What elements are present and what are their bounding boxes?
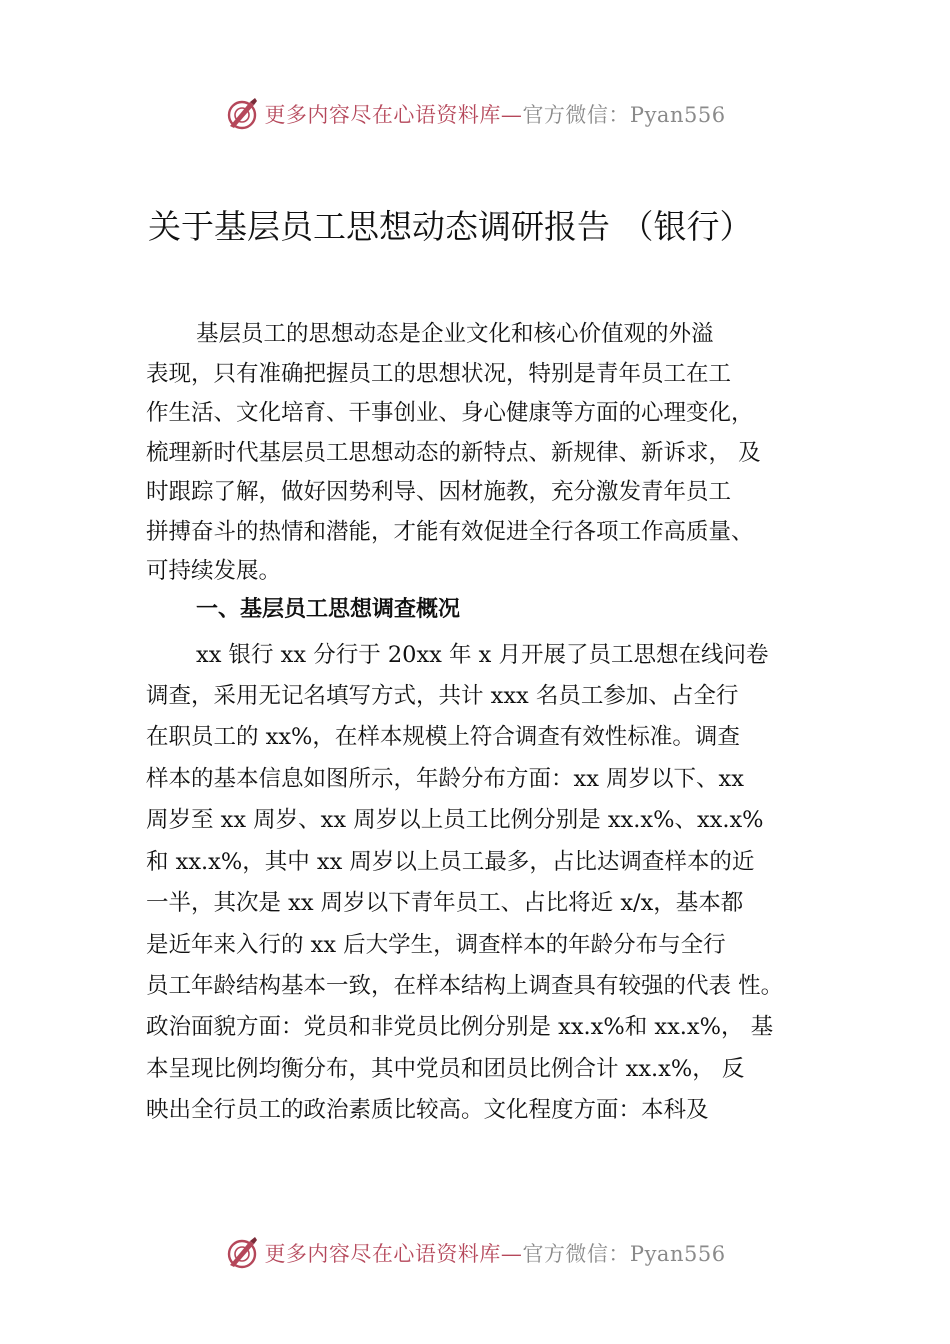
intro-line: 表现，只有准确把握员工的思想状况，特别是青年员工在工 bbox=[146, 361, 732, 387]
intro-line: 时跟踪了解，做好因势利导、因材施教，充分激发青年员工 bbox=[146, 479, 732, 505]
section1-line: xx 银行 xx 分行于 20xx 年 x 月开展了员工思想在线问卷 bbox=[196, 642, 769, 668]
pen-logo-icon bbox=[224, 96, 260, 132]
section1-line: 是近年来入行的 xx 后大学生，调查样本的年龄分布与全行 bbox=[146, 932, 726, 958]
banner-text-main: 更多内容尽在心语资料库— bbox=[264, 103, 523, 127]
pen-logo-icon bbox=[224, 1235, 260, 1271]
section1-line: 样本的基本信息如图所示，年龄分布方面：xx 周岁以下、xx bbox=[146, 766, 744, 792]
section1-line: 员工年龄结构基本一致，在样本结构上调查具有较强的代表 性。 bbox=[146, 973, 784, 999]
section1-line: 和 xx.x%，其中 xx 周岁以上员工最多，占比达调查样本的近 bbox=[146, 849, 755, 875]
banner-wechat: 官方微信：Pyan556 bbox=[522, 103, 726, 127]
section1-line: 周岁至 xx 周岁、xx 周岁以上员工比例分别是 xx.x%、xx.x% bbox=[146, 807, 764, 833]
banner-text bbox=[264, 99, 725, 129]
banner-text bbox=[264, 1238, 725, 1268]
section1-line: 映出全行员工的政治素质比较高。文化程度方面：本科及 bbox=[146, 1097, 709, 1123]
section-heading: 一、基层员工思想调查概况 bbox=[196, 597, 461, 622]
section1-line: 政治面貌方面：党员和非党员比例分别是 xx.x%和 xx.x%， 基 bbox=[146, 1014, 774, 1040]
intro-line: 基层员工的思想动态是企业文化和核心价值观的外溢 bbox=[196, 321, 714, 347]
section1-line: 一半，其次是 xx 周岁以下青年员工、占比将近 x/x，基本都 bbox=[146, 890, 744, 916]
banner-text-main: 更多内容尽在心语资料库— bbox=[264, 1242, 523, 1266]
footer-banner bbox=[0, 1231, 950, 1275]
section1-line: 在职员工的 xx%，在样本规模上符合调查有效性标准。调查 bbox=[146, 724, 740, 750]
header-banner bbox=[0, 92, 950, 136]
section1-line: 本呈现比例均衡分布，其中党员和团员比例合计 xx.x%， 反 bbox=[146, 1056, 745, 1082]
section1-line: 调查，采用无记名填写方式，共计 xxx 名员工参加、占全行 bbox=[146, 683, 739, 709]
document-title: 关于基层员工思想动态调研报告 （银行） bbox=[148, 207, 753, 246]
banner-wechat: 官方微信：Pyan556 bbox=[522, 1242, 726, 1266]
intro-line: 作生活、文化培育、干事创业、身心健康等方面的心理变化， bbox=[146, 400, 754, 426]
intro-line: 拼搏奋斗的热情和潜能，才能有效促进全行各项工作高质量、 bbox=[146, 519, 754, 545]
intro-line: 梳理新时代基层员工思想动态的新特点、新规律、新诉求， 及 bbox=[146, 440, 761, 466]
intro-line: 可持续发展。 bbox=[146, 558, 282, 584]
